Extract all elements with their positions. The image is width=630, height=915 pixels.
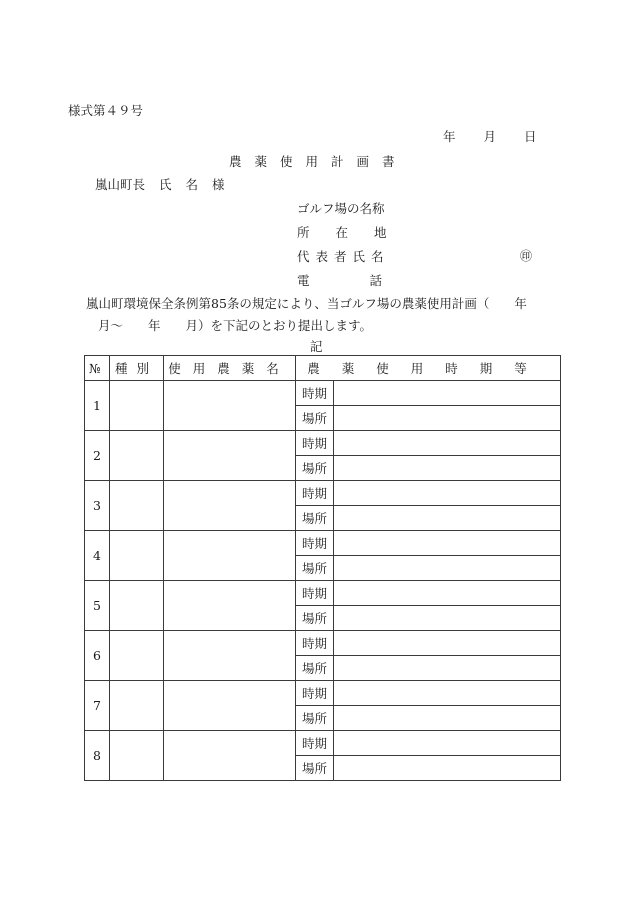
- place-value-cell[interactable]: [334, 506, 561, 531]
- pesticide-name-cell[interactable]: [164, 681, 296, 731]
- row-number: 6: [85, 631, 110, 681]
- row-number: 8: [85, 731, 110, 781]
- pesticide-name-cell[interactable]: [164, 731, 296, 781]
- place-label: 場所: [296, 756, 334, 781]
- kind-cell[interactable]: [110, 681, 164, 731]
- addressee-name-label: 氏名: [159, 177, 213, 192]
- date-day: 日: [524, 129, 537, 144]
- ki-heading: 記: [310, 339, 323, 354]
- place-label: 場所: [296, 506, 334, 531]
- table-row: [85, 631, 561, 656]
- period-label: 時期: [296, 481, 334, 506]
- form-number: 様式第４９号: [68, 103, 144, 118]
- place-value-cell[interactable]: [334, 756, 561, 781]
- pesticide-name-cell[interactable]: [164, 381, 296, 431]
- document-title: 農薬使用計画書: [229, 154, 408, 169]
- pesticide-name-cell[interactable]: [164, 531, 296, 581]
- golf-course-label: ゴルフ場の名称: [297, 201, 385, 216]
- kind-cell[interactable]: [110, 581, 164, 631]
- place-value-cell[interactable]: [334, 456, 561, 481]
- period-label: 時期: [296, 531, 334, 556]
- date-year: 年: [443, 129, 456, 144]
- row-number: 5: [85, 581, 110, 631]
- pesticide-name-cell[interactable]: [164, 581, 296, 631]
- pesticide-plan-table: [84, 355, 561, 781]
- phone-label: 電話: [297, 273, 443, 288]
- pesticide-name-cell[interactable]: [164, 431, 296, 481]
- table-row: [85, 531, 561, 556]
- period-label: 時期: [296, 631, 334, 656]
- header-no: №: [85, 356, 110, 381]
- row-number: 7: [85, 681, 110, 731]
- table-row: [85, 731, 561, 756]
- addressee-honorific: 様: [212, 177, 225, 192]
- kind-cell[interactable]: [110, 481, 164, 531]
- period-value-cell[interactable]: [334, 531, 561, 556]
- place-label: 場所: [296, 556, 334, 581]
- place-value-cell[interactable]: [334, 606, 561, 631]
- period-value-cell[interactable]: [334, 581, 561, 606]
- representative-label: 代表者氏名: [297, 249, 390, 264]
- period-value-cell[interactable]: [334, 431, 561, 456]
- table-row: [85, 431, 561, 456]
- period-value-cell[interactable]: [334, 631, 561, 656]
- addressee-office: 嵐山町長: [95, 177, 146, 192]
- table-row: [85, 681, 561, 706]
- place-value-cell[interactable]: [334, 706, 561, 731]
- addressee: [95, 175, 225, 193]
- kind-cell[interactable]: [110, 381, 164, 431]
- kind-cell[interactable]: [110, 631, 164, 681]
- body-text-line-1: 嵐山町環境保全条例第85条の規定により、当ゴルフ場の農薬使用計画（ 年: [86, 296, 527, 311]
- header-kind: 種別: [110, 356, 164, 381]
- kind-cell[interactable]: [110, 531, 164, 581]
- place-value-cell[interactable]: [334, 656, 561, 681]
- body-text-line-2: 月～ 年 月）を下記のとおり提出します。: [98, 318, 373, 333]
- period-value-cell[interactable]: [334, 731, 561, 756]
- date-month: 月: [483, 129, 497, 144]
- table-row: [85, 581, 561, 606]
- date-line: [443, 127, 537, 145]
- place-value-cell[interactable]: [334, 556, 561, 581]
- pesticide-name-cell[interactable]: [164, 481, 296, 531]
- table-header-row: [85, 356, 561, 381]
- row-number: 1: [85, 381, 110, 431]
- pesticide-name-cell[interactable]: [164, 631, 296, 681]
- seal-mark: ㊞: [520, 249, 533, 263]
- period-value-cell[interactable]: [334, 481, 561, 506]
- place-label: 場所: [296, 606, 334, 631]
- period-value-cell[interactable]: [334, 681, 561, 706]
- row-number: 4: [85, 531, 110, 581]
- kind-cell[interactable]: [110, 431, 164, 481]
- place-label: 場所: [296, 456, 334, 481]
- location-label: 所在地: [297, 225, 413, 240]
- table-row: [85, 381, 561, 406]
- period-label: 時期: [296, 581, 334, 606]
- place-value-cell[interactable]: [334, 406, 561, 431]
- period-label: 時期: [296, 431, 334, 456]
- place-label: 場所: [296, 706, 334, 731]
- kind-cell[interactable]: [110, 731, 164, 781]
- header-pesticide: 使用農薬名: [164, 356, 296, 381]
- header-timing: 農薬使用時期等: [296, 356, 561, 381]
- period-label: 時期: [296, 681, 334, 706]
- place-label: 場所: [296, 406, 334, 431]
- row-number: 3: [85, 481, 110, 531]
- row-number: 2: [85, 431, 110, 481]
- period-label: 時期: [296, 731, 334, 756]
- place-label: 場所: [296, 656, 334, 681]
- table-row: [85, 481, 561, 506]
- period-label: 時期: [296, 381, 334, 406]
- period-value-cell[interactable]: [334, 381, 561, 406]
